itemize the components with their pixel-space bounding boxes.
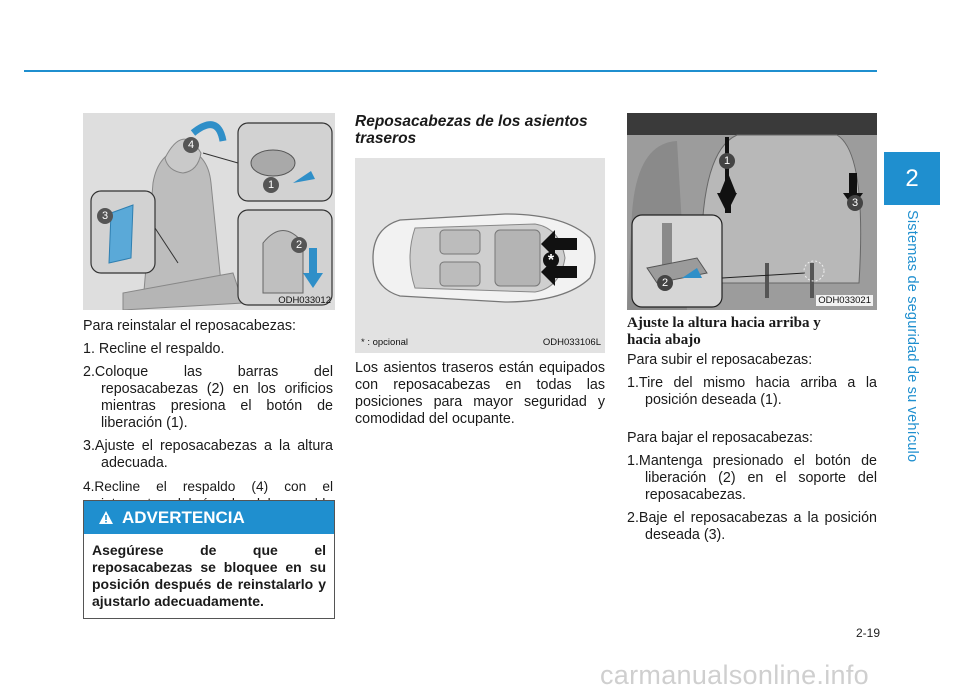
height-adjust-heading: Ajuste la altura hacia arriba y hacia abajo xyxy=(627,315,821,348)
callout-3: 3 xyxy=(847,195,863,211)
callout-2: 2 xyxy=(657,275,673,291)
lower-steps xyxy=(627,453,877,544)
header-rule xyxy=(24,70,877,72)
list-item: 2.Coloque las barras del reposacabezas (2) en los orificios mientras presiona el botón de liberación (1). xyxy=(83,364,333,431)
list-item: 2.Baje el reposacabezas a la posición deseada (3). xyxy=(627,510,877,543)
warning-text: Asegúrese de que el reposacabezas se bloquee en su posición después de reinstalarlo y ajustarlo adecuadamente. xyxy=(92,542,326,609)
list-item: 1.Tire del mismo hacia arriba a la posición deseada (1). xyxy=(627,375,877,408)
warning-triangle-icon xyxy=(98,510,114,525)
callout-3: 3 xyxy=(97,208,113,224)
list-item: 3.Ajuste el reposacabezas a la altura adecuada. xyxy=(83,438,333,471)
raise-steps xyxy=(627,375,877,409)
optional-mark: * xyxy=(543,252,559,268)
list-item: 1. Recline el respaldo. xyxy=(83,341,225,357)
callout-2: 2 xyxy=(291,237,307,253)
reinstall-intro: Para reinstalar el reposacabezas: xyxy=(83,318,296,334)
car-top-view-illustration xyxy=(355,158,605,353)
warning-box xyxy=(83,500,335,619)
figure-code: ODH033106L xyxy=(542,337,601,348)
figure-note: * : opcional xyxy=(361,337,409,348)
callout-1: 1 xyxy=(263,177,279,193)
front-seat-illustration xyxy=(83,113,335,310)
rear-headrest-paragraph: Los asientos traseros están equipados con reposacabezas en todas las posiciones para mayor seguridad y comodidad del ocupante. xyxy=(355,360,605,427)
warning-header xyxy=(84,501,334,534)
page-number: 2-19 xyxy=(855,626,880,640)
headrest-height-figure xyxy=(627,113,877,310)
figure-code: ODH033012 xyxy=(278,295,331,306)
chapter-title: Sistemas de seguridad de su vehículo xyxy=(904,210,920,463)
callout-4: 4 xyxy=(183,137,199,153)
chapter-number: 2 xyxy=(905,164,919,192)
warning-title: ADVERTENCIA xyxy=(122,507,245,527)
rear-headrest-heading: Reposacabezas de los asientos traseros xyxy=(355,113,588,147)
rear-seats-figure xyxy=(355,158,605,353)
raise-intro: Para subir el reposacabezas: xyxy=(627,352,813,368)
callout-1: 1 xyxy=(719,153,735,169)
front-seat-figure xyxy=(83,113,335,310)
watermark: carmanualsonline.info xyxy=(600,660,869,690)
list-item: 1.Mantenga presionado el botón de liberación (2) en el soporte del reposacabezas. xyxy=(627,453,877,503)
chapter-title-vertical xyxy=(884,210,940,463)
lower-intro: Para bajar el reposacabezas: xyxy=(627,430,813,446)
height-adjust-section xyxy=(627,352,877,550)
chapter-tab[interactable] xyxy=(884,152,940,205)
figure-code: ODH033021 xyxy=(818,295,871,306)
list-item: 4.Recline el respaldo (4) con el xyxy=(83,479,333,494)
